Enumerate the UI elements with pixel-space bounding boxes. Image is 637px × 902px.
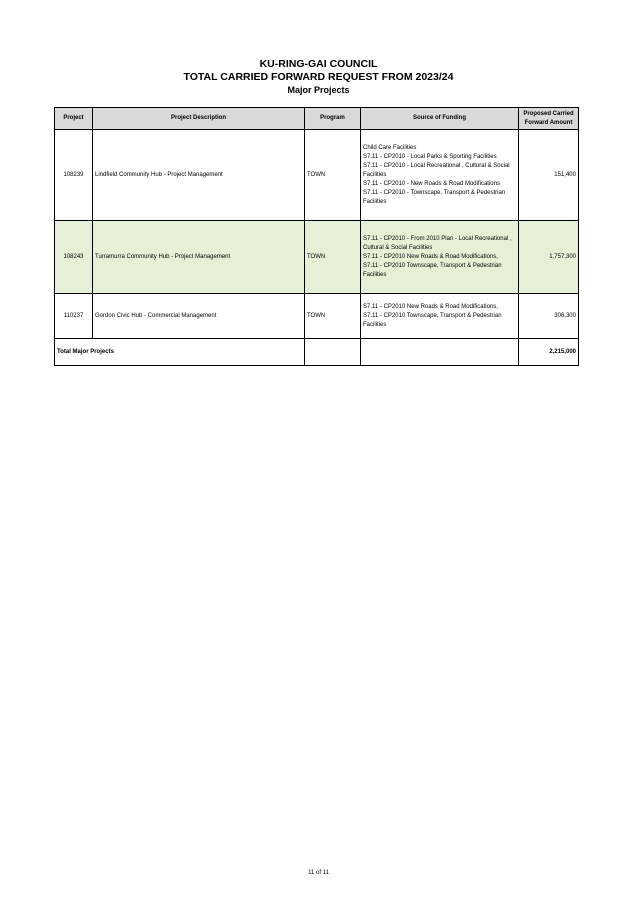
page-number: 11 of 11 [308,870,329,876]
council-name: KU-RING-GAI COUNCIL [259,58,378,70]
funding-line: S7.11 - CP2010 New Roads & Road Modifications, [363,303,498,310]
project-description: Lindfield Community Hub - Project Management [93,130,305,221]
funding-line: S7.11 - CP2010 - New Roads & Road Modifications [363,180,500,187]
total-funding-cell [361,339,519,366]
column-header-project: Project [55,108,93,130]
table-row [55,221,579,294]
carried-forward-amount: 306,300 [519,294,579,339]
total-amount: 2,215,000 [519,339,579,366]
funding-line: S7.11 - CP2010 - Local Recreational , Cultural & Social Facilities [363,162,510,178]
funding-line: S7.11 - CP2010 Townscape, Transport & Pedestrian Facilities [363,312,502,328]
funding-line: S7.11 - CP2010 New Roads & Road Modifications, [363,253,498,260]
table-header-row [55,108,579,130]
project-description: Gordon Civic Hub - Commercial Management [93,294,305,339]
funding-line: S7.11 - CP2010 - Local Parks & Sporting Facilities [363,153,497,160]
total-row [55,339,579,366]
funding-line: S7.11 - CP2010 - Townscape, Transport & Pedestrian Facilities [363,189,506,205]
carried-forward-amount: 151,400 [519,130,579,221]
total-label: Total Major Projects [55,339,305,366]
project-description: Turramurra Community Hub - Project Management [93,221,305,294]
program-cell: TOWN [305,294,361,339]
column-header-amount: Proposed Carried Forward Amount [519,108,579,130]
program-cell: TOWN [305,221,361,294]
major-projects-table [54,107,579,366]
program-cell: TOWN [305,130,361,221]
report-title: TOTAL CARRIED FORWARD REQUEST FROM 2023/24 [183,71,454,83]
report-header [0,58,637,96]
carried-forward-amount: 1,757,300 [519,221,579,294]
section-title: Major Projects [287,85,350,95]
funding-line: Child Care Facilities [363,144,417,151]
column-header-funding: Source of Funding [361,108,519,130]
table-row [55,130,579,221]
funding-cell [361,130,519,221]
funding-line: S7.11 - CP2010 - From 2010 Plan - Local Recreational , Cultural & Social Facilities [363,235,512,251]
column-header-description: Project Description [93,108,305,130]
project-number: 108243 [55,221,93,294]
project-number: 110237 [55,294,93,339]
funding-line: S7.11 - CP2010 Townscape, Transport & Pedestrian Facilities [363,262,502,278]
total-program-cell [305,339,361,366]
funding-cell [361,294,519,339]
project-number: 108239 [55,130,93,221]
table-row [55,294,579,339]
column-header-program: Program [305,108,361,130]
funding-cell [361,221,519,294]
